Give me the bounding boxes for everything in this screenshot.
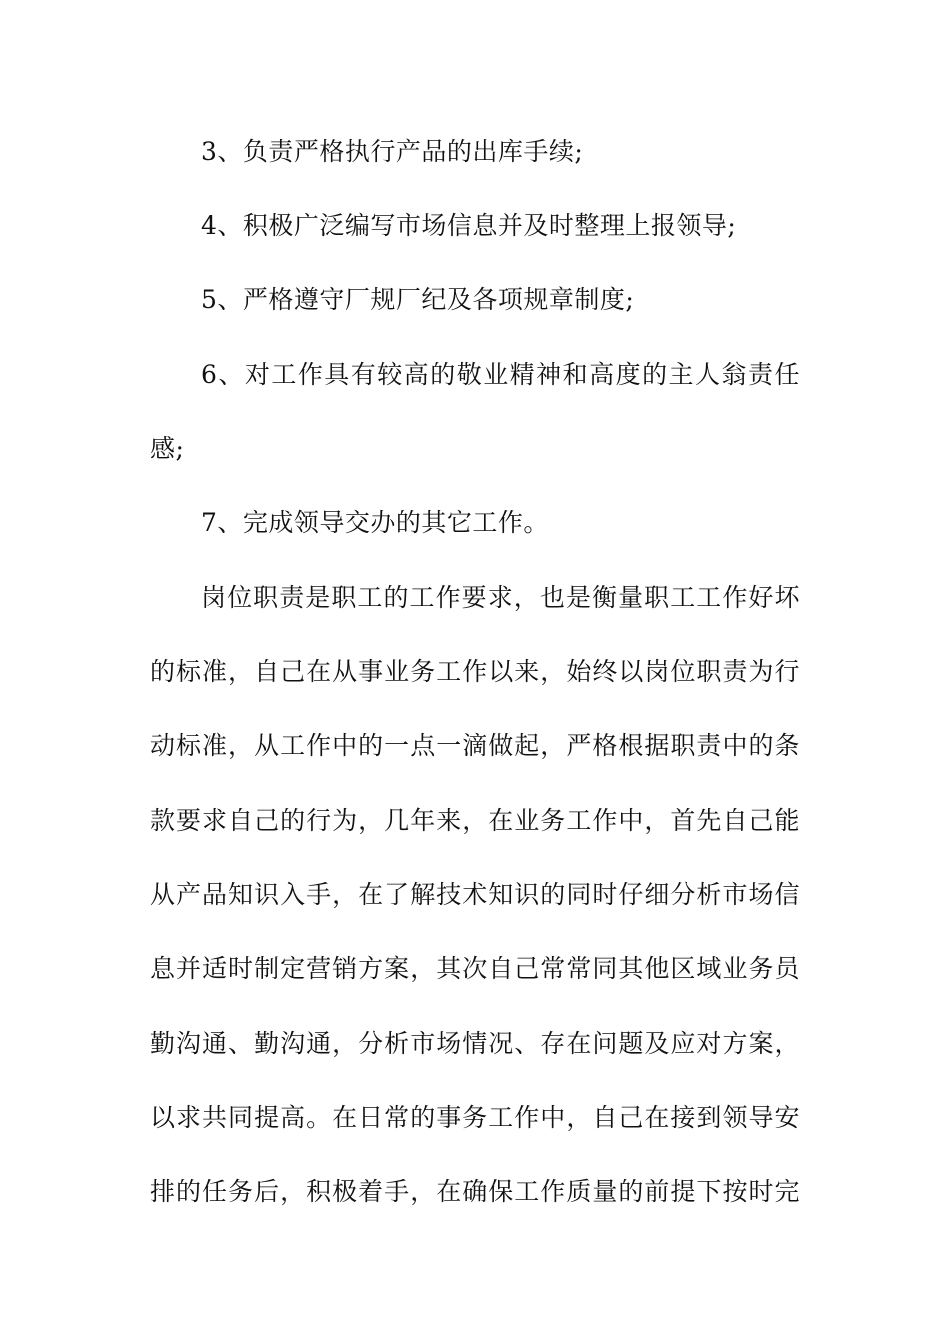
list-item-5: 5、严格遵守厂规厂纪及各项规章制度; [201, 285, 635, 314]
list-item-3: 3、负责严格执行产品的出库手续; [201, 137, 584, 166]
paragraph-line-7: 勤沟通、勤沟通，分析市场情况、存在问题及应对方案， [150, 1029, 800, 1058]
list-item-4: 4、积极广泛编写市场信息并及时整理上报领导; [201, 211, 737, 240]
paragraph-line-8: 以求共同提高。在日常的事务工作中，自己在接到领导安 [150, 1103, 800, 1132]
paragraph-line-1: 岗位职责是职工的工作要求，也是衡量职工工作好坏 [201, 583, 800, 612]
paragraph-line-9: 排的任务后，积极着手，在确保工作质量的前提下按时完 [150, 1177, 800, 1206]
paragraph-line-2: 的标准，自己在从事业务工作以来，始终以岗位职责为行 [150, 657, 800, 686]
list-item-6: 6、对工作具有较高的敬业精神和高度的主人翁责任 [201, 360, 800, 389]
paragraph-line-6: 息并适时制定营销方案，其次自己常常同其他区域业务员 [150, 954, 800, 983]
paragraph-line-5: 从产品知识入手，在了解技术知识的同时仔细分析市场信 [150, 880, 800, 909]
list-item-6-continuation: 感; [150, 434, 185, 463]
list-item-7: 7、完成领导交办的其它工作。 [201, 508, 549, 537]
paragraph-line-4: 款要求自己的行为，几年来，在业务工作中，首先自己能 [150, 806, 800, 835]
paragraph-line-3: 动标准，从工作中的一点一滴做起，严格根据职责中的条 [150, 731, 800, 760]
